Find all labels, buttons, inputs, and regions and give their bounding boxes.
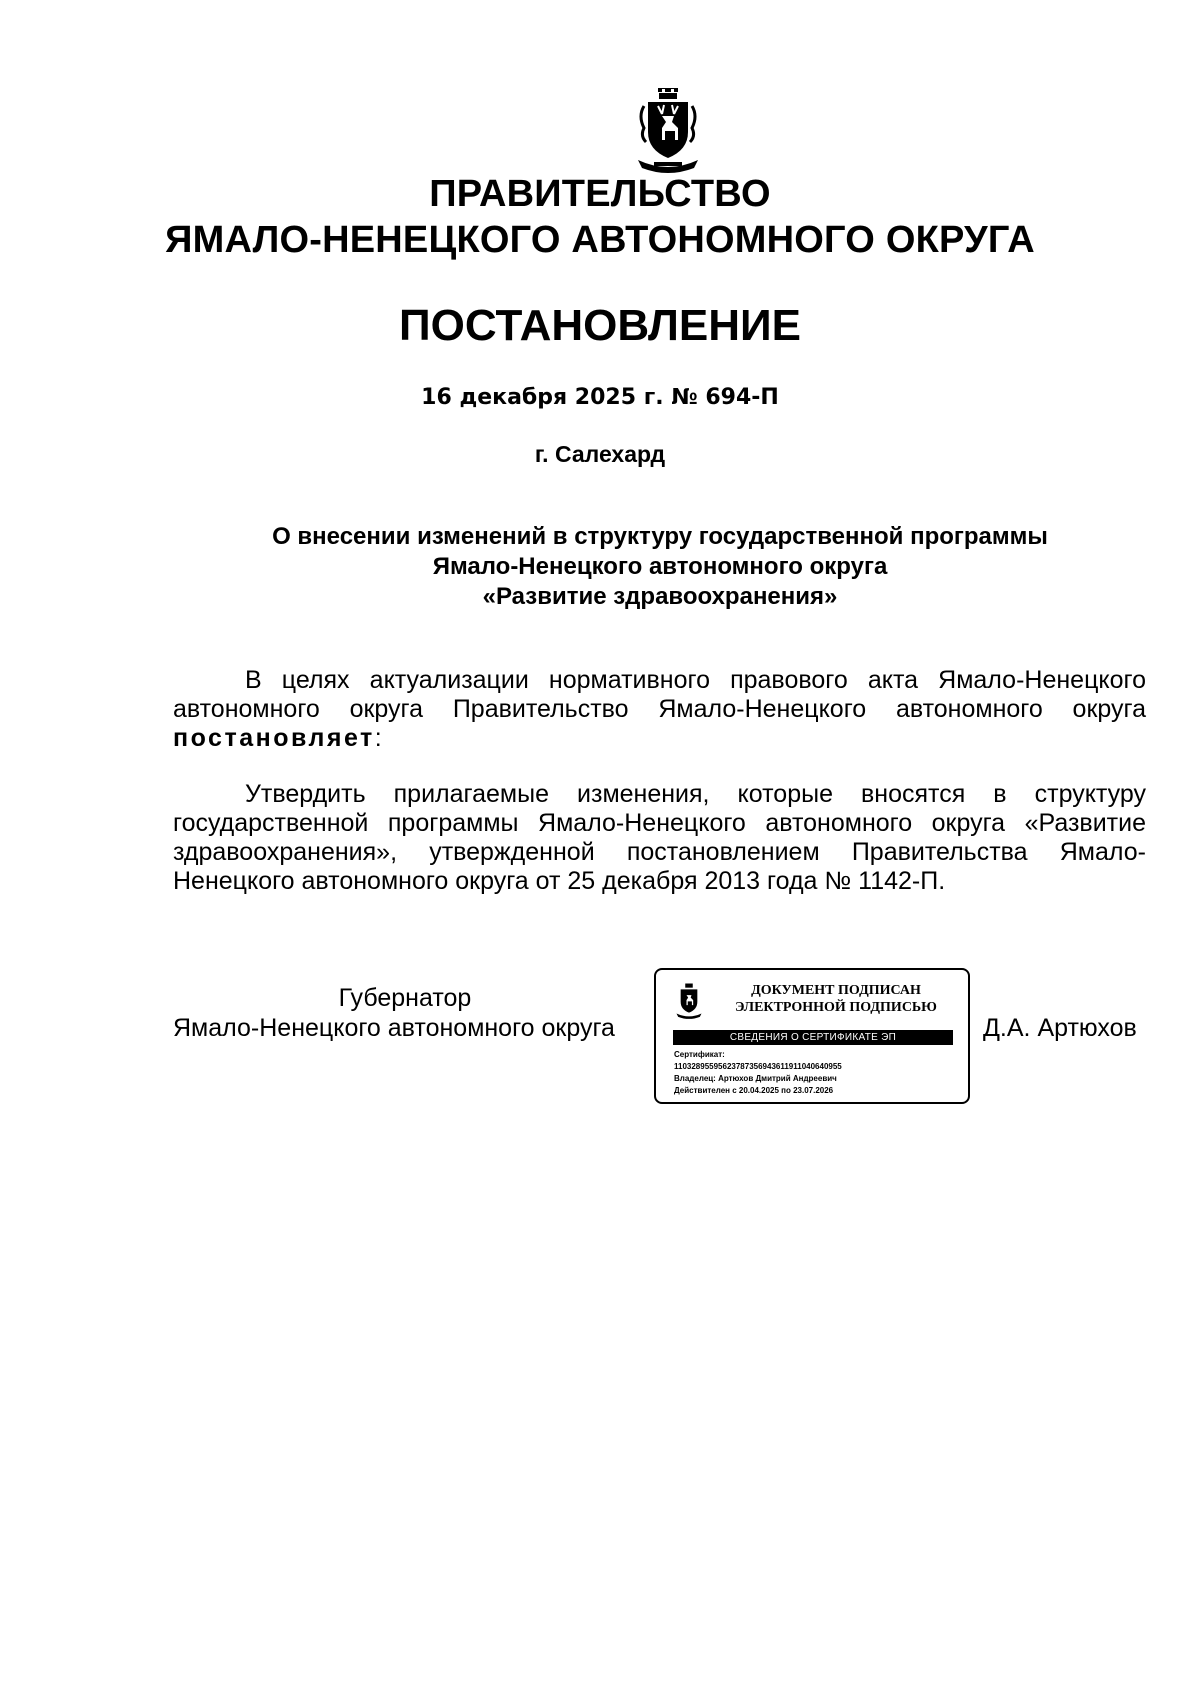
resolution-paragraph [173,780,1146,896]
preamble-colon: : [374,724,382,752]
signatory-region: Ямало-Ненецкого автономного округа [173,1014,615,1042]
certificate-label: Сертификат: [674,1050,725,1059]
certificate-validity: Действителен с 20.04.2025 по 23.07.2026 [674,1086,834,1095]
stamp-emblem-icon [674,980,704,1022]
certificate-owner: Владелец: Артюхов Дмитрий Андреевич [674,1074,837,1083]
stamp-heading-line: ЭЛЕКТРОННОЙ ПОДПИСЬЮ [735,1000,937,1015]
government-title: ПРАВИТЕЛЬСТВО [429,173,771,215]
preamble-paragraph [173,666,1146,753]
resolution-text: Утвердить прилагаемые изменения, которые вносятся в структуру государственной программы Ямало-Ненецкого автономного округа «Развитие здравоохранения», утвержденной постановлением Правительства Ямало-Ненецкого автономного округа от 25 декабря 2013 года № 1142-П. [173,780,1146,895]
subject-line: Ямало-Ненецкого автономного округа [432,553,888,580]
coat-of-arms-icon [632,84,704,176]
subject-line: О внесении изменений в структуру государственной программы [272,523,1048,550]
document-subject [200,522,1120,612]
stamp-certificate-info [674,1049,964,1097]
electronic-signature-stamp [654,968,970,1104]
government-region: ЯМАЛО-НЕНЕЦКОГО АВТОНОМНОГО ОКРУГА [165,219,1035,261]
resolves-word: постановляет [173,724,375,752]
stamp-heading-line: ДОКУМЕНТ ПОДПИСАН [751,983,921,998]
preamble-text: В целях актуализации нормативного правового акта Ямало-Ненецкого автономного округа Правительство Ямало-Ненецкого автономного округа [173,666,1146,723]
certificate-number: 11032895595623787356943611911040640955 [674,1062,842,1071]
subject-line: «Развитие здравоохранения» [482,583,838,610]
signatory-position: Губернатор [338,984,472,1012]
document-type: ПОСТАНОВЛЕНИЕ [398,301,802,350]
stamp-certificate-bar: СВЕДЕНИЯ О СЕРТИФИКАТЕ ЭП [673,1030,953,1045]
document-city: г. Салехард [534,441,666,467]
signatory-name: Д.А. Артюхов [983,1014,1137,1042]
stamp-heading [716,982,956,1016]
document-date-number: 16 декабря 2025 г. № 694-П [421,385,779,410]
